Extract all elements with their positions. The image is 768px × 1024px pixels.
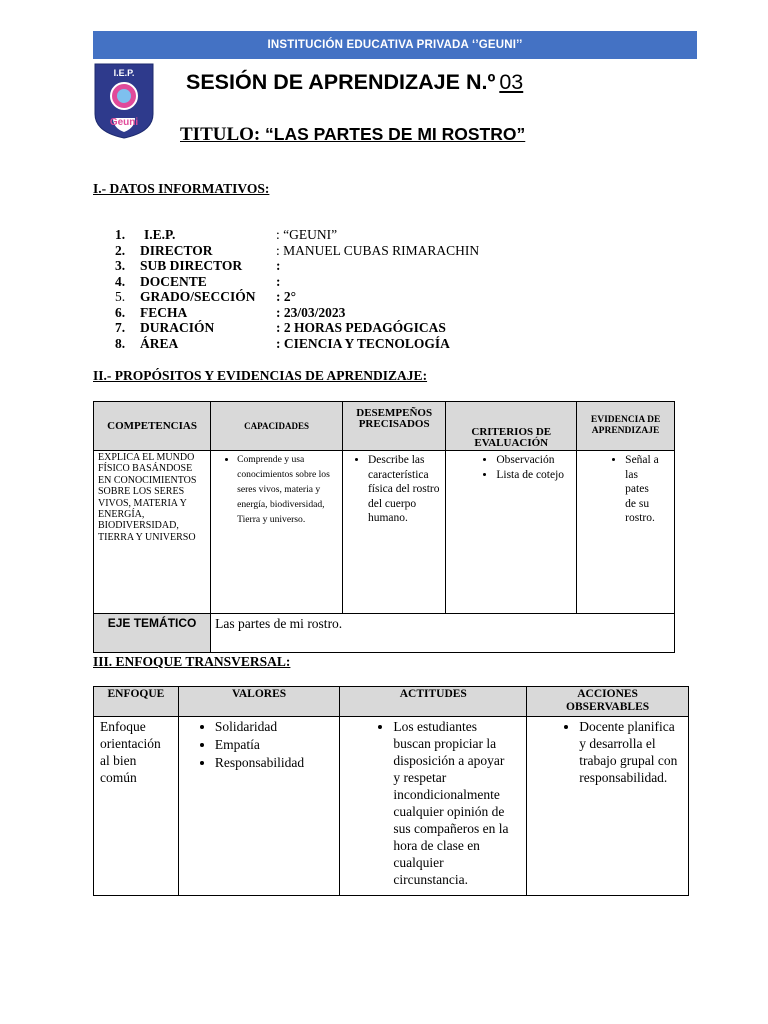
purposes-table bbox=[93, 401, 675, 653]
list-item: • Comprende y usa conocimientos sobre los seres vivos, materia y energía, biodiversidad, Tierra y universo. bbox=[237, 452, 342, 527]
info-row: 5. GRADO/SECCIÓN : 2° bbox=[115, 289, 297, 304]
section3-heading: III. ENFOQUE TRANSVERSAL: bbox=[93, 654, 291, 669]
acciones-cell bbox=[527, 717, 689, 896]
list-item: • Docente planifica y desarrolla el trabajo grupal con responsabilidad. bbox=[579, 718, 684, 786]
list-item: • Describe las característica física del rostro del cuerpo humano. bbox=[368, 453, 445, 526]
evidencia-cell bbox=[577, 451, 675, 614]
competencia-cell: EXPLICA EL MUNDO FÍSICO BASÁNDOSE EN CONOCIMIENTOS SOBRE LOS SERES VIVOS, MATERIA Y ENERGÍA, BIODIVERSIDAD, TIERRA Y UNIVERSO bbox=[94, 451, 211, 614]
info-row: 7. DURACIÓN : 2 HORAS PEDAGÓGICAS bbox=[115, 320, 446, 335]
list-item: • Responsabilidad bbox=[215, 754, 340, 772]
info-row: 2. DIRECTOR : MANUEL CUBAS RIMARACHIN bbox=[115, 242, 480, 258]
header-valores: VALORES bbox=[178, 687, 340, 717]
info-row: 6. FECHA : 23/03/2023 bbox=[115, 304, 346, 320]
list-item: • Los estudiantes buscan propiciar la disposición a apoyar y respetar incondicionalmente cualquier opinión de sus compañeros en la hora de clase en cualquier circunstancia. bbox=[393, 718, 510, 888]
session-number: 03 bbox=[499, 70, 524, 94]
logo-top-text: I.E.P. bbox=[113, 68, 135, 78]
institution-banner: INSTITUCIÓN EDUCATIVA PRIVADA ‘’GEUNI’’ bbox=[93, 31, 697, 59]
list-item: • Empatía bbox=[215, 736, 340, 754]
lesson-title-label: TITULO: bbox=[180, 124, 265, 145]
enfoque-table bbox=[93, 686, 689, 896]
section2-heading: II.- PROPÓSITOS Y EVIDENCIAS DE APRENDIZAJE: bbox=[93, 368, 428, 383]
header-acciones: ACCIONES OBSERVABLES bbox=[527, 687, 689, 717]
list-item: • Señal a las pates de su rostro. bbox=[625, 453, 660, 526]
capacidad-cell bbox=[211, 451, 343, 614]
header-desempenos: DESEMPEÑOS PRECISADOS bbox=[342, 402, 445, 451]
header-capacidades: CAPACIDADES bbox=[211, 402, 343, 451]
valores-cell bbox=[178, 717, 340, 896]
header-actitudes: ACTITUDES bbox=[340, 687, 527, 717]
list-item: • Observación bbox=[496, 453, 576, 468]
session-title-text: SESIÓN DE APRENDIZAJE N.º bbox=[186, 70, 496, 94]
criterios-cell bbox=[446, 451, 577, 614]
info-row: 3. SUB DIRECTOR : bbox=[115, 258, 281, 273]
actitudes-cell bbox=[340, 717, 527, 896]
logo-name-text: Geuni bbox=[109, 117, 139, 128]
session-title bbox=[186, 70, 523, 95]
enfoque-cell: Enfoque orientación al bien común bbox=[94, 717, 179, 896]
section1-heading: I.- DATOS INFORMATIVOS: bbox=[93, 181, 270, 196]
info-list bbox=[115, 227, 479, 351]
info-row: 1. I.E.P. : “GEUNI” bbox=[115, 227, 338, 242]
eje-tematico-value: Las partes de mi rostro. bbox=[211, 614, 675, 653]
list-item: • Lista de cotejo bbox=[496, 468, 576, 483]
lesson-title-text: “LAS PARTES DE MI ROSTRO” bbox=[265, 124, 526, 144]
eje-tematico-label: EJE TEMÁTICO bbox=[94, 614, 211, 653]
header-competencias: COMPETENCIAS bbox=[94, 402, 211, 451]
header-criterios: CRITERIOS DE EVALUACIÓN bbox=[446, 402, 577, 451]
desempeno-cell bbox=[342, 451, 445, 614]
header-enfoque: ENFOQUE bbox=[94, 687, 179, 717]
header-evidencia: EVIDENCIA DE APRENDIZAJE bbox=[577, 402, 675, 451]
school-logo bbox=[93, 62, 155, 140]
lesson-title bbox=[180, 124, 525, 146]
info-row: 4. DOCENTE : bbox=[115, 273, 281, 289]
list-item: • Solidaridad bbox=[215, 718, 340, 736]
info-row: 8. ÁREA : CIENCIA Y TECNOLOGÍA bbox=[115, 335, 450, 351]
